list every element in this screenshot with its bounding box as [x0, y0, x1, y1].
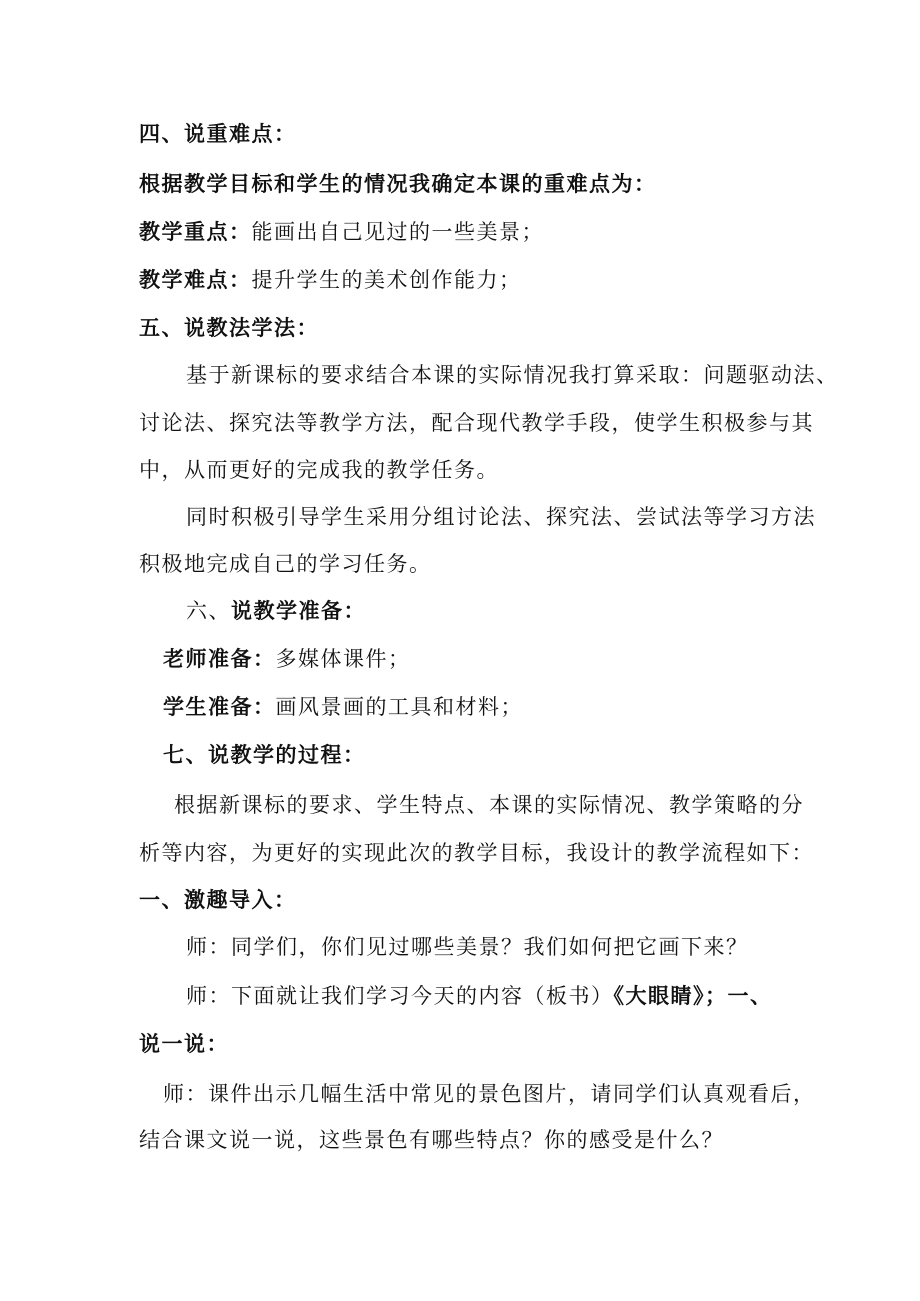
- student-preparation: [163, 693, 523, 721]
- section-4-intro: 根据教学目标和学生的情况我确定本课的重难点为：: [139, 171, 657, 196]
- teacher-preparation-text: 多媒体课件；: [275, 647, 411, 671]
- section-7-paragraph-line-2: 析等内容，为更好的实现此次的教学目标，我设计的教学流程如下：: [139, 841, 814, 865]
- section-5-paragraph-1-line-1: 基于新课标的要求结合本课的实际情况我打算采取：问题驱动法、: [186, 363, 839, 387]
- step-2-paragraph-line-1: 师：课件出示几幅生活中常见的景色图片，请同学们认真观看后，: [163, 1082, 816, 1106]
- section-6-title: 说教学准备：: [231, 598, 366, 623]
- section-5-paragraph-2-line-2: 积极地完成自己的学习任务。: [139, 552, 432, 576]
- difficult-point-text: 提升学生的美术创作能力；: [251, 268, 522, 292]
- section-5-paragraph-1-line-2: 讨论法、探究法等教学方法，配合现代教学手段，使学生积极参与其: [139, 411, 814, 435]
- teacher-preparation-label: 老师准备：: [163, 646, 276, 671]
- step-1-heading: 一、激趣导入：: [139, 887, 297, 912]
- section-4-difficult-point: [139, 266, 522, 294]
- section-4-heading: 四、说重难点：: [139, 121, 297, 146]
- student-preparation-text: 画风景画的工具和材料；: [275, 695, 523, 719]
- key-point-text: 能画出自己见过的一些美景；: [251, 220, 544, 244]
- step-1-dialogue-2-text: 师：下面就让我们学习今天的内容（板书）: [186, 984, 614, 1008]
- section-6-heading: [186, 597, 366, 625]
- teacher-preparation: [163, 645, 411, 673]
- section-4-key-point: [139, 218, 544, 246]
- step-2-heading: 说一说：: [139, 1031, 229, 1056]
- key-point-label: 教学重点：: [139, 219, 252, 244]
- step-1-dialogue-2: [186, 982, 773, 1010]
- section-5-heading: 五、说教法学法：: [139, 315, 319, 340]
- section-5-paragraph-1-line-3: 中，从而更好的完成我的教学任务。: [139, 458, 499, 482]
- student-preparation-label: 学生准备：: [163, 694, 276, 719]
- step-1-dialogue-1: 师：同学们，你们见过哪些美景？我们如何把它画下来？: [186, 935, 749, 959]
- difficult-point-label: 教学难点：: [139, 267, 252, 292]
- section-5-paragraph-2-line-1: 同时积极引导学生采用分组讨论法、探究法、尝试法等学习方法: [186, 505, 816, 529]
- lesson-title: 《大眼睛》；一、: [613, 983, 773, 1008]
- section-6-prefix: 六、: [186, 599, 231, 623]
- step-2-paragraph-line-2: 结合课文说一说，这些景色有哪些特点？你的感受是什么？: [139, 1128, 724, 1152]
- section-7-paragraph-line-1: 根据新课标的要求、学生特点、本课的实际情况、教学策略的分: [174, 793, 804, 817]
- section-7-heading: 七、说教学的过程：: [163, 742, 366, 767]
